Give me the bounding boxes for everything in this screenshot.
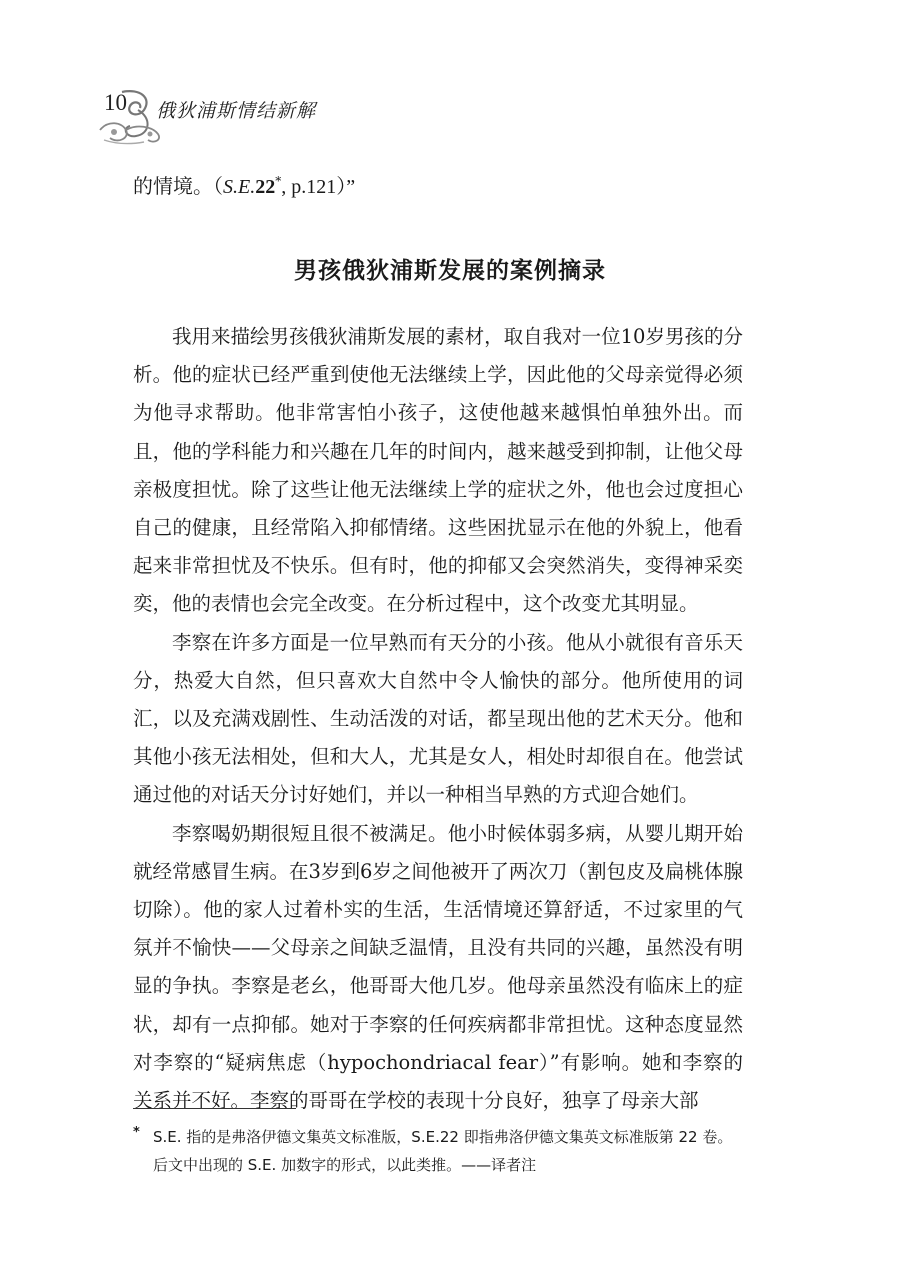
footnote-text: S.E. 指的是弗洛伊德文集英文标准版，S.E.22 即指弗洛伊德文集英文标准版第 22 卷。后文中出现的 S.E. 加数字的形式，以此类推。——译者注 <box>153 1128 733 1174</box>
body-text <box>133 318 743 1120</box>
book-title: 俄狄浦斯情结新解 <box>156 100 317 122</box>
continuation-line <box>133 170 355 199</box>
running-header <box>92 84 352 148</box>
paragraph: 李察在许多方面是一位早熟而有天分的小孩。他从小就很有音乐天分，热爱大自然，但只喜欢大自然中令人愉快的部分。他所使用的词汇，以及充满戏剧性、生动活泼的对话，都呈现出他的艺术天分。他和其他小孩无法相处，但和大人，尤其是女人，相处时却很自在。他尝试通过他的对话天分讨好她们，并以一种相当早熟的方式迎合她们。 <box>133 630 743 807</box>
page-number: 10 <box>104 90 127 115</box>
continuation-prefix: 的情境。（ <box>133 174 223 198</box>
paragraph: 我用来描绘男孩俄狄浦斯发展的素材，取自我对一位10岁男孩的分析。他的症状已经严重到使他无法继续上学，因此他的父母亲觉得必须为他寻求帮助。他非常害怕小孩子，这使他越来越惧怕单独外出。而且，他的学科能力和兴趣在几年的时间内，越来越受到抑制，让他父母亲极度担忧。除了这些让他无法继续上学的症状之外，他也会过度担心自己的健康，且经常陷入抑郁情绪。这些困扰显示在他的外貌上，他看起来非常担忧及不快乐。但有时，他的抑郁又会突然消失，变得神采奕奕，他的表情也会完全改变。在分析过程中，这个改变尤其明显。 <box>133 325 743 616</box>
footnote-divider <box>133 1108 296 1109</box>
se-abbrev: S.E. <box>223 176 256 198</box>
footnote-marker-ref: * <box>275 174 282 188</box>
page-reference: , p.121）” <box>281 176 356 198</box>
footnote-mark: * <box>133 1125 140 1140</box>
footnote <box>133 1123 745 1179</box>
paragraph: 李察喝奶期很短且很不被满足。他小时候体弱多病，从婴儿期开始就经常感冒生病。在3岁到6岁之间他被开了两次刀（割包皮及扁桃体腺切除）。他的家人过着朴实的生活，生活情境还算舒适，不过家里的气氛并不愉快——父母亲之间缺乏温情，且没有共同的兴趣，虽然没有明显的争执。李察是老幺，他哥哥大他几岁。他母亲虽然没有临床上的症状，却有一点抑郁。她对于李察的任何疾病都非常担忧。这种态度显然对李察的“疑病焦虑（hypochondriacal fear）”有影响。她和李察的关系并不好。李察的哥哥在学校的表现十分良好，独享了母亲大部 <box>133 821 743 1113</box>
volume-number: 22 <box>255 176 276 198</box>
section-title: 男孩俄狄浦斯发展的案例摘录 <box>294 258 606 284</box>
